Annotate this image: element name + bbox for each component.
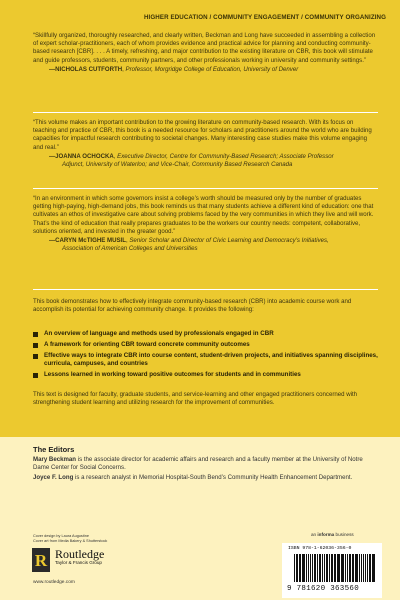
barcode-bar <box>367 554 368 582</box>
barcode-number: 9 781620 363560 <box>287 585 360 593</box>
barcode-bar <box>317 554 318 582</box>
barcode-bar <box>299 554 300 582</box>
barcode-bar <box>322 554 323 582</box>
barcode-bar <box>372 554 373 582</box>
square-bullet-icon <box>33 332 38 337</box>
subject-categories: HIGHER EDUCATION / COMMUNITY ENGAGEMENT / COMMUNITY ORGANIZING <box>143 14 386 21</box>
feature-text: Lessons learned in working toward positive outcomes for students and in communities <box>44 371 301 378</box>
barcode-bar <box>345 554 346 582</box>
editor-bio <box>33 474 363 482</box>
editor-name: Mary Beckman <box>33 456 77 463</box>
barcode-bar <box>334 554 336 582</box>
barcode-bar <box>312 554 313 582</box>
barcode-bar <box>361 554 363 582</box>
cover-art-credit: Cover art from Media Bakery & Shutterstock <box>33 539 108 543</box>
barcode-bars <box>294 554 376 582</box>
feature-item <box>33 330 378 338</box>
cover-credits <box>33 534 107 544</box>
feature-text: An overview of language and methods used by professionals engaged in CBR <box>44 330 274 337</box>
barcode-bar <box>331 554 332 582</box>
book-description <box>33 298 378 314</box>
barcode-bar <box>302 554 305 582</box>
barcode-bar <box>355 554 358 582</box>
reviewer-name: —NICHOLAS CUTFORTH <box>49 65 123 73</box>
barcode-bar <box>342 554 344 582</box>
barcode-bar <box>337 554 340 582</box>
feature-text: A framework for orienting CBR toward concrete community outcomes <box>44 341 250 348</box>
barcode-bar <box>359 554 360 582</box>
editor-bio <box>33 456 363 472</box>
barcode-bar <box>314 554 316 582</box>
barcode-bar <box>308 554 310 582</box>
audience-statement <box>33 391 378 407</box>
quote-attribution: —NICHOLAS CUTFORTH, Professor, Morgridge College of Education, University of Denver <box>49 65 299 73</box>
quote-attribution: —JOANNA OCHOCKA, Executive Director, Centre for Community-Based Research; Associate Professor Adjunct, University of Waterloo; and Vice-Chair, Community Based Research Canada <box>33 153 378 169</box>
reviewer-affiliation-cont: Association of American Colleges and Universities <box>62 245 198 253</box>
routledge-r-icon <box>32 548 50 572</box>
barcode-bar <box>347 554 348 582</box>
divider <box>33 188 378 189</box>
barcode-bar <box>319 554 322 582</box>
reviewer-affiliation: Professor, Morgridge College of Education, University of Denver <box>125 65 299 73</box>
publisher-url: www.routledge.com <box>33 580 75 585</box>
divider <box>33 112 378 113</box>
reviewer-name: —JOANNA OCHOCKA <box>49 152 114 160</box>
editors-heading: The Editors <box>33 445 75 454</box>
barcode-bar <box>353 554 354 582</box>
review-quote-3 <box>33 195 378 253</box>
barcode-bar <box>326 554 328 582</box>
feature-item <box>33 341 378 349</box>
isbn-barcode <box>282 543 382 598</box>
review-quote-2 <box>33 119 378 169</box>
feature-item <box>33 352 378 368</box>
review-quote-1 <box>33 32 378 74</box>
barcode-bar <box>363 554 364 582</box>
publisher-group: Taylor & Francis Group <box>55 560 102 565</box>
informa-business-label <box>311 532 354 537</box>
cover-design-credit: Cover design by Laura Augustine <box>33 534 89 538</box>
barcode-bar <box>294 554 295 582</box>
square-bullet-icon <box>33 354 38 359</box>
feature-list <box>33 330 378 382</box>
barcode-bar <box>349 554 351 582</box>
barcode-bar <box>296 554 298 582</box>
barcode-bar <box>332 554 333 582</box>
informa-suffix: business <box>334 532 354 537</box>
svg-text:R: R <box>34 551 48 570</box>
square-bullet-icon <box>33 373 38 378</box>
square-bullet-icon <box>33 343 38 348</box>
description-intro: This book demonstrates how to effectively integrate community-based research (CBR) into academic course work and accomplish its potential for achieving community change. It provides the following: <box>33 298 352 314</box>
barcode-bar <box>341 554 342 582</box>
informa-name: informa <box>317 532 335 537</box>
reviewer-name: —CARYN McTIGHE MUSIL <box>49 237 126 245</box>
editor-description: is a research analyst in Memorial Hospital-South Bend’s Community Health Enhancement Department. <box>73 474 353 481</box>
barcode-bar <box>310 554 311 582</box>
reviewer-affiliation: Senior Scholar and Director of Civic Learning and Democracy’s Initiatives, <box>129 237 329 245</box>
barcode-bar <box>373 554 375 582</box>
barcode-bar <box>306 554 307 582</box>
quote-text: “This volume makes an important contribution to the growing literature on community-based research. With its focus on teaching and practice of CBR, this book is a needed resource for scholars and practitioners around the world who are building capacities for impactful research contributing to societal changes. Many interesting case studies make this volume engaging and real.” <box>33 119 372 151</box>
quote-text: “Skillfully organized, thoroughly researched, and clearly written, Beckman and Long have succeeded in assembling a collection of expert scholar-practitioners, each of whom provides evidence and practical advice for planning and conducting community-based research [CBR]. . . . A timely, refreshing, and major contribution to the existing literature on CBR, this book will stimulate and guide professors, students, community partners, and other professionals working in university and community settings.” <box>33 32 376 64</box>
quote-attribution: —CARYN McTIGHE MUSIL, Senior Scholar and Director of Civic Learning and Democracy’s Initiatives, Association of American Colleges and Universities <box>33 237 378 253</box>
audience-text: This text is designed for faculty, graduate students, and service-learning and other engaged practitioners concerned with strengthening student learning and utilizing research for the improvement of communities. <box>33 391 358 407</box>
barcode-bar <box>369 554 371 582</box>
isbn-text: ISBN 978-1-62036-356-0 <box>288 546 352 551</box>
publisher-name: Routledge <box>55 547 105 561</box>
divider <box>33 289 378 290</box>
feature-item <box>33 371 378 379</box>
barcode-bar <box>352 554 353 582</box>
informa-prefix: an <box>311 532 318 537</box>
reviewer-affiliation-cont: Adjunct, University of Waterloo; and Vice-Chair, Community Based Research Canada <box>62 160 293 168</box>
barcode-bar <box>365 554 366 582</box>
barcode-bar <box>329 554 330 582</box>
reviewer-affiliation: Executive Director, Centre for Community-Based Research; Associate Professor <box>117 152 334 160</box>
editor-name: Joyce F. Long <box>33 474 74 481</box>
barcode-bar <box>324 554 325 582</box>
quote-text: “In an environment in which some governors insist a college’s worth should be measured only by the number of graduates getting high-paying, high-demand jobs, this book reminds us that many students achieve a different kind of education: one that cultivates an ethos of investigative care about solving problems faced by the very communities in which they live and will work. That’s the kind of education that really prepares graduates to be the workers our country needs: competent, collaborative, solutions oriented, and invested in the greater good.” <box>33 195 374 235</box>
barcode-bar <box>300 554 301 582</box>
feature-text: Effective ways to integrate CBR into course content, student-driven projects, and initiatives spanning disciplines, curricula, campuses, and countries <box>44 352 378 367</box>
editor-description: is the associate director for academic affairs and research and a faculty member at the University of Notre Dame Center for Social Concerns. <box>33 456 363 472</box>
